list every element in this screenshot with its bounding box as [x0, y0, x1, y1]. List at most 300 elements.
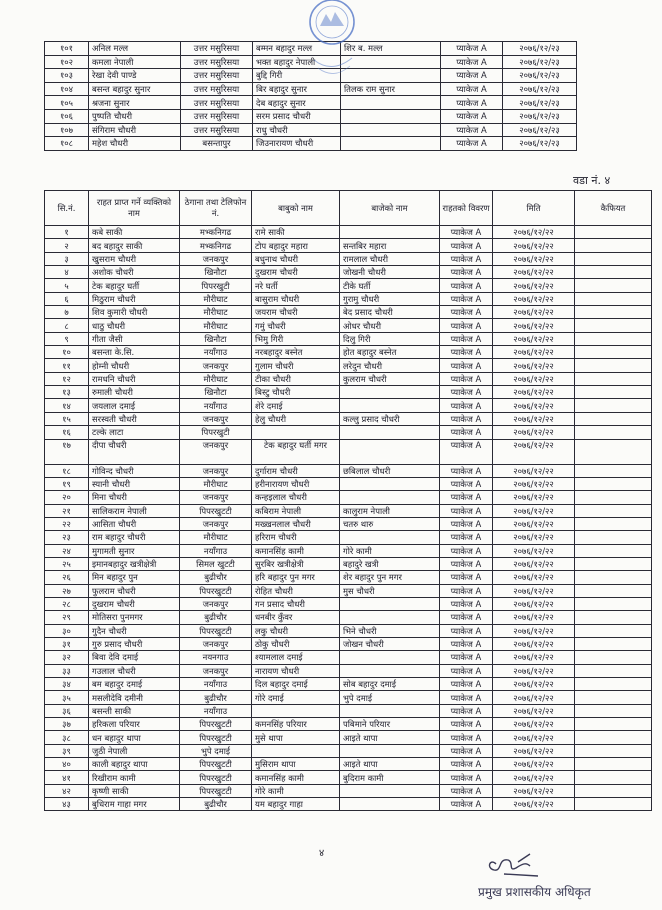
table-row	[45, 731, 652, 744]
table-row	[45, 137, 577, 151]
table-cell: शेरे दमाई	[252, 399, 340, 412]
table-cell: २७	[45, 584, 89, 597]
table-cell: गोरे कामी	[252, 784, 340, 797]
table-cell: ३	[45, 252, 89, 265]
table-cell: पुष्पति चौधरी	[89, 109, 181, 123]
table-cell: पिपरखुटटी	[180, 784, 252, 797]
table-cell	[575, 359, 652, 372]
table-row	[45, 252, 652, 265]
table-cell: प्याकेज A	[440, 399, 493, 412]
table-cell: प्याकेज A	[440, 306, 493, 319]
table-cell	[575, 292, 652, 305]
table-row	[45, 426, 652, 439]
table-cell: गमुं चौधरी	[252, 319, 340, 332]
table-cell: प्याकेज A	[440, 678, 493, 691]
table-cell: प्याकेज A	[440, 292, 493, 305]
header-grandfather-name: बाजेको नाम	[340, 191, 440, 226]
table-cell: धाठु चौधरी	[89, 319, 180, 332]
table-cell: हरीनारायण चौधरी	[252, 477, 340, 490]
table-cell: नयाँगाउ	[180, 704, 252, 717]
table-header-row	[45, 191, 652, 226]
table-cell: २०७६/१२/२२	[493, 266, 575, 279]
table-cell: सालिकराम नेपाली	[89, 504, 180, 517]
table-row	[45, 771, 652, 784]
table-cell: १९	[45, 477, 89, 490]
table-cell: रामे साकी	[252, 226, 340, 239]
table-cell: रुमाली चौधरी	[89, 386, 180, 399]
table-cell	[575, 571, 652, 584]
table-cell: २०७६/१२/२२	[493, 386, 575, 399]
table-cell: २६	[45, 571, 89, 584]
table-row	[45, 718, 652, 731]
table-cell: रोहित चौधरी	[252, 584, 340, 597]
table-cell: २५	[45, 557, 89, 570]
table-cell: बुढीचौर	[180, 798, 252, 811]
table-cell: श्यामलाल दमाई	[252, 651, 340, 664]
table-cell: १०३	[45, 69, 89, 83]
table-cell: राधु चौधरी	[253, 123, 341, 137]
table-cell: ३९	[45, 744, 89, 757]
table-cell: नयाँगाउ	[180, 346, 252, 359]
table-cell: सिमल खुटटी	[180, 557, 252, 570]
table-cell	[575, 704, 652, 717]
table-cell: प्याकेज A	[440, 651, 493, 664]
table-cell: मौरीघाट	[180, 306, 252, 319]
table-cell: देब बहादुर सुनार	[253, 96, 341, 110]
table-cell: जयराम चौधरी	[252, 306, 340, 319]
table-cell	[575, 239, 652, 252]
table-cell: गुरु प्रसाद चौधरी	[89, 637, 180, 650]
table-cell: गोरे दमाई	[252, 691, 340, 704]
table-cell: शिव कुमारी चौधरी	[89, 306, 180, 319]
table-cell	[575, 517, 652, 530]
table-cell: प्याकेज A	[441, 55, 503, 69]
table-cell: प्याकेज A	[440, 571, 493, 584]
table-cell: प्याकेज A	[440, 439, 493, 464]
table-cell: गीता जैसी	[89, 332, 180, 345]
table-cell: प्याकेज A	[441, 42, 503, 56]
table-cell	[575, 386, 652, 399]
table-cell: १०१	[45, 42, 89, 56]
table-cell: जनकपुर	[180, 439, 252, 464]
table-cell	[340, 704, 440, 717]
table-cell: ४०	[45, 758, 89, 771]
table-cell	[575, 332, 652, 345]
table-cell: जनकपुर	[180, 517, 252, 530]
table-cell: बुढीचौर	[180, 571, 252, 584]
table-cell: प्याकेज A	[441, 137, 503, 151]
table-cell: ओधर चौधरी	[340, 319, 440, 332]
table-cell: कालुराम नेपाली	[340, 504, 440, 517]
table-cell: १६	[45, 426, 89, 439]
table-cell: टीके घर्ती	[340, 279, 440, 292]
table-cell: २०७६/१२/२२	[493, 477, 575, 490]
table-cell: हरिराम चौधरी	[252, 531, 340, 544]
table-cell: भुपे दमाई	[180, 744, 252, 757]
header-address: ठेगाना तथा टेलिफोन नं.	[180, 191, 252, 226]
table-cell: सुरबिर खत्रीक्षेत्री	[252, 557, 340, 570]
table-cell: बसन्ता के.सि.	[89, 346, 180, 359]
table-cell: जयलाल दमाई	[89, 399, 180, 412]
header-remarks: कैफियत	[575, 191, 652, 226]
table-cell: खिनौटा	[180, 266, 252, 279]
table-cell: प्याकेज A	[440, 346, 493, 359]
table-cell: २०७६/१२/२२	[493, 771, 575, 784]
table-cell: ३६	[45, 704, 89, 717]
table-cell: शिर ब. मल्ल	[341, 42, 441, 56]
table-cell: जनकपुर	[180, 359, 252, 372]
table-cell	[340, 426, 440, 439]
table-cell	[340, 477, 440, 490]
table-cell: दिलु गिरी	[340, 332, 440, 345]
table-cell	[340, 226, 440, 239]
table-cell	[575, 477, 652, 490]
table-row	[45, 332, 652, 345]
table-cell: दिल बहादुर दमाई	[252, 678, 340, 691]
table-cell: २०७६/१२/२२	[493, 439, 575, 464]
table-cell: १०	[45, 346, 89, 359]
table-cell	[575, 226, 652, 239]
table-cell: १७	[45, 439, 89, 464]
table-cell: प्याकेज A	[440, 544, 493, 557]
table-cell: २९	[45, 611, 89, 624]
table-cell: पिपरखुटटी	[180, 718, 252, 731]
table-cell: २०७६/१२/२२	[493, 359, 575, 372]
table-cell: २०७६/१२/२२	[493, 426, 575, 439]
table-cell: २०७६/१२/२२	[493, 784, 575, 797]
table-cell: २०७६/१२/२२	[493, 571, 575, 584]
table-cell	[575, 252, 652, 265]
table-cell: ३२	[45, 651, 89, 664]
table-row	[45, 239, 652, 252]
table-cell: हरिकला परियार	[89, 718, 180, 731]
table-cell: प्याकेज A	[440, 771, 493, 784]
table-cell: १०७	[45, 123, 89, 137]
table-cell	[575, 637, 652, 650]
table-cell	[575, 611, 652, 624]
ward-heading: वडा नं. ४	[573, 174, 611, 187]
table-cell	[340, 597, 440, 610]
table-row	[45, 359, 652, 372]
table-cell: प्याकेज A	[440, 704, 493, 717]
table-cell	[341, 55, 441, 69]
table-row	[45, 292, 652, 305]
table-cell	[575, 346, 652, 359]
table-cell: २०७६/१२/२२	[493, 279, 575, 292]
table-cell: भक्त बहादुर नेपाली	[253, 55, 341, 69]
table-cell: टेक बहादुर घर्ती मगर	[252, 439, 340, 464]
table-cell: प्याकेज A	[440, 252, 493, 265]
table-cell: सन्तबिर महारा	[340, 239, 440, 252]
table-row	[45, 123, 577, 137]
table-cell: २२	[45, 517, 89, 530]
table-cell: २०७६/१२/२३	[503, 69, 577, 83]
table-cell	[575, 426, 652, 439]
table-cell: दुखराम चौधरी	[89, 597, 180, 610]
table-cell: रिखीराम कामी	[89, 771, 180, 784]
table-cell: ३१	[45, 637, 89, 650]
table-cell	[340, 664, 440, 677]
table-cell: बुढीचौर	[180, 611, 252, 624]
table-cell: २०७६/१२/२३	[503, 123, 577, 137]
table-cell: ७	[45, 306, 89, 319]
table-cell: ३७	[45, 718, 89, 731]
table-cell: होत बहादुर बस्नेत	[340, 346, 440, 359]
table-row	[45, 678, 652, 691]
table-cell: गुरामु चौधरी	[340, 292, 440, 305]
header-serial: सि.नं.	[45, 191, 89, 226]
table-cell: २०७६/१२/२३	[503, 55, 577, 69]
table-row	[45, 412, 652, 425]
table-cell: २८	[45, 597, 89, 610]
table-cell	[340, 491, 440, 504]
table-cell: अनिल मल्ल	[89, 42, 181, 56]
table-cell	[340, 744, 440, 757]
table-cell: प्याकेज A	[440, 226, 493, 239]
table-cell: कबिराम नेपाली	[252, 504, 340, 517]
table-cell: २०७६/१२/२२	[493, 346, 575, 359]
table-row	[45, 664, 652, 677]
table-cell: ३४	[45, 678, 89, 691]
table-cell	[575, 718, 652, 731]
table-cell: लरेदुन चौधरी	[340, 359, 440, 372]
table-cell: प्याकेज A	[440, 491, 493, 504]
table-cell	[340, 399, 440, 412]
table-cell: बिर बहादुर सुनार	[253, 82, 341, 96]
table-cell: प्याकेज A	[440, 744, 493, 757]
table-row	[45, 55, 577, 69]
table-cell: मभ्कनिगढ	[180, 226, 252, 239]
table-cell: बिवा देवि दमाई	[89, 651, 180, 664]
table-cell	[340, 651, 440, 664]
table-cell: प्याकेज A	[440, 332, 493, 345]
table-cell: प्याकेज A	[440, 784, 493, 797]
table-row	[45, 531, 652, 544]
table-cell	[340, 531, 440, 544]
table-cell: बेद प्रसाद चौधरी	[340, 306, 440, 319]
table-row	[45, 637, 652, 650]
table-cell: २०७६/१२/२२	[493, 678, 575, 691]
table-cell: १८	[45, 464, 89, 477]
table-row	[45, 544, 652, 557]
table-cell: २	[45, 239, 89, 252]
table-row	[45, 571, 652, 584]
table-cell: प्याकेज A	[440, 386, 493, 399]
table-cell: कमला नेपाली	[89, 55, 181, 69]
table-cell: २०७६/१२/२२	[493, 332, 575, 345]
table-cell: नारायण चौधरी	[252, 664, 340, 677]
table-cell: काली बहादुर थापा	[89, 758, 180, 771]
table-cell	[575, 306, 652, 319]
table-cell: प्याकेज A	[440, 426, 493, 439]
table-cell: उत्तर मसुरिसया	[181, 55, 253, 69]
table-cell: नयनगाउ	[180, 651, 252, 664]
table-row	[45, 82, 577, 96]
table-cell	[340, 798, 440, 811]
table-cell: प्याकेज A	[440, 798, 493, 811]
table-cell: तिलक राम सुनार	[341, 82, 441, 96]
table-cell: बम्मन बहादुर मल्ल	[253, 42, 341, 56]
table-row	[45, 744, 652, 757]
table-cell: दुर्गाराम चौधरी	[252, 464, 340, 477]
table-cell: भिने चौधरी	[340, 624, 440, 637]
header-father-name: बाबुको नाम	[252, 191, 340, 226]
table-row	[45, 584, 652, 597]
table-cell: दुखराम चौधरी	[252, 266, 340, 279]
table-cell: फुलराम चौधरी	[89, 584, 180, 597]
table-cell: २०७६/१२/२२	[493, 292, 575, 305]
table-cell: २०७६/१२/२२	[493, 557, 575, 570]
table-cell: पबिमाने परियार	[340, 718, 440, 731]
table-row	[45, 651, 652, 664]
table-row	[45, 504, 652, 517]
table-cell: प्याकेज A	[440, 504, 493, 517]
table-cell: ६	[45, 292, 89, 305]
table-cell: टीका चौधरी	[252, 372, 340, 385]
table-cell: प्याकेज A	[440, 664, 493, 677]
table-cell: १	[45, 226, 89, 239]
table-cell: २०७६/१२/२२	[493, 744, 575, 757]
table-cell: प्याकेज A	[440, 517, 493, 530]
table-cell: कृष्णी साकी	[89, 784, 180, 797]
table-cell: बासुराम चौधरी	[252, 292, 340, 305]
table-cell: मुस चौधरी	[340, 584, 440, 597]
table-cell: जनकपुर	[180, 464, 252, 477]
table-cell	[252, 704, 340, 717]
table-row	[45, 306, 652, 319]
table-cell: २०७६/१२/२२	[493, 544, 575, 557]
table-row	[45, 346, 652, 359]
table-cell: आसिता चौधरी	[89, 517, 180, 530]
table-cell: जनकपुर	[180, 252, 252, 265]
table-cell: जनकपुर	[180, 597, 252, 610]
table-cell: २०७६/१२/२२	[493, 584, 575, 597]
table-cell: २०७६/१२/२२	[493, 319, 575, 332]
table-cell	[252, 744, 340, 757]
table-cell: मोतिसरा पुनमगर	[89, 611, 180, 624]
table-cell: ठोकु चौधरी	[252, 637, 340, 650]
table-cell: टोप बहादुर महारा	[252, 239, 340, 252]
table-cell: प्याकेज A	[440, 637, 493, 650]
table-cell: २०७६/१२/२२	[493, 624, 575, 637]
table-cell	[575, 584, 652, 597]
table-row	[45, 798, 652, 811]
table-cell: ८	[45, 319, 89, 332]
table-cell: १०८	[45, 137, 89, 151]
table-cell	[575, 372, 652, 385]
table-cell: रामधनि चौधरी	[89, 372, 180, 385]
table-cell: गुलाम चौधरी	[252, 359, 340, 372]
table-cell: कल्लु प्रसाद चौधरी	[340, 412, 440, 425]
table-cell: बम बहादुर दमाई	[89, 678, 180, 691]
table-cell: २०७६/१२/२२	[493, 651, 575, 664]
table-cell: २०७६/१२/२३	[503, 96, 577, 110]
table-cell: मिन बहादुर पुन	[89, 571, 180, 584]
table-cell: श्रजना सुनार	[89, 96, 181, 110]
table-cell: प्याकेज A	[440, 718, 493, 731]
table-cell	[575, 279, 652, 292]
table-row	[45, 611, 652, 624]
table-cell: प्याकेज A	[441, 96, 503, 110]
table-cell: यम बहादुर गाहा	[252, 798, 340, 811]
table-cell: मुसिराम थापा	[252, 758, 340, 771]
table-cell	[252, 426, 340, 439]
relief-recipient-table	[44, 190, 652, 811]
table-cell: प्याकेज A	[441, 69, 503, 83]
table-cell	[575, 651, 652, 664]
table-cell: मौरीघाट	[180, 319, 252, 332]
table-cell: खिनौटा	[180, 332, 252, 345]
table-cell: कमानसिंह कामी	[252, 771, 340, 784]
table-cell	[575, 664, 652, 677]
table-cell: भिमु गिरी	[252, 332, 340, 345]
table-cell: सोब बहादुर दमाई	[340, 678, 440, 691]
table-row	[45, 109, 577, 123]
table-cell: २०७६/१२/२२	[493, 412, 575, 425]
table-cell: बधुनाथ चौधरी	[252, 252, 340, 265]
table-cell: ४१	[45, 771, 89, 784]
table-cell: राम बहादुर चौधरी	[89, 531, 180, 544]
previous-ward-table	[44, 41, 577, 151]
table-cell: २०७६/१२/२२	[493, 758, 575, 771]
table-cell: कमनसिंह परियार	[252, 718, 340, 731]
table-cell	[340, 439, 440, 464]
table-cell: बसन्तापुर	[181, 137, 253, 151]
table-cell: २०७६/१२/२२	[493, 718, 575, 731]
table-cell: मौरीघाट	[180, 292, 252, 305]
table-cell: प्याकेज A	[440, 359, 493, 372]
table-cell: मुगामती सुनार	[89, 544, 180, 557]
table-cell	[575, 731, 652, 744]
table-cell: पिपरखुटटी	[180, 624, 252, 637]
previous-ward-table-body	[45, 42, 577, 151]
table-cell	[575, 798, 652, 811]
table-cell: ५	[45, 279, 89, 292]
table-cell: १३	[45, 386, 89, 399]
table-cell	[575, 319, 652, 332]
table-cell	[340, 784, 440, 797]
table-cell: जुठी नेपाली	[89, 744, 180, 757]
table-cell: दीपा चौधरी	[89, 439, 180, 464]
table-cell: प्याकेज A	[440, 624, 493, 637]
table-cell: भुपे दमाई	[340, 691, 440, 704]
table-cell: १०२	[45, 55, 89, 69]
table-cell: उत्तर मसुरिसया	[181, 109, 253, 123]
table-row	[45, 517, 652, 530]
table-row	[45, 491, 652, 504]
table-cell: ३५	[45, 691, 89, 704]
table-row	[45, 704, 652, 717]
table-cell: प्याकेज A	[440, 412, 493, 425]
table-cell: बुद्दि गिरी	[253, 69, 341, 83]
table-cell: जोखन चौधरी	[340, 637, 440, 650]
table-cell: ४३	[45, 798, 89, 811]
table-cell: संगिराम चौधरी	[89, 123, 181, 137]
table-cell: २०७६/१२/२२	[493, 239, 575, 252]
table-cell: प्याकेज A	[440, 557, 493, 570]
table-row	[45, 319, 652, 332]
table-cell: २०७६/१२/२२	[493, 798, 575, 811]
table-cell: १५	[45, 412, 89, 425]
table-cell: जनकपुर	[180, 664, 252, 677]
table-cell	[575, 266, 652, 279]
table-row	[45, 758, 652, 771]
table-cell: रामलाल चौधरी	[340, 252, 440, 265]
table-cell: मुसे थापा	[252, 731, 340, 744]
table-cell: खिनौटा	[180, 386, 252, 399]
table-cell: आइते थापा	[340, 731, 440, 744]
table-cell: २०७६/१२/२२	[493, 517, 575, 530]
